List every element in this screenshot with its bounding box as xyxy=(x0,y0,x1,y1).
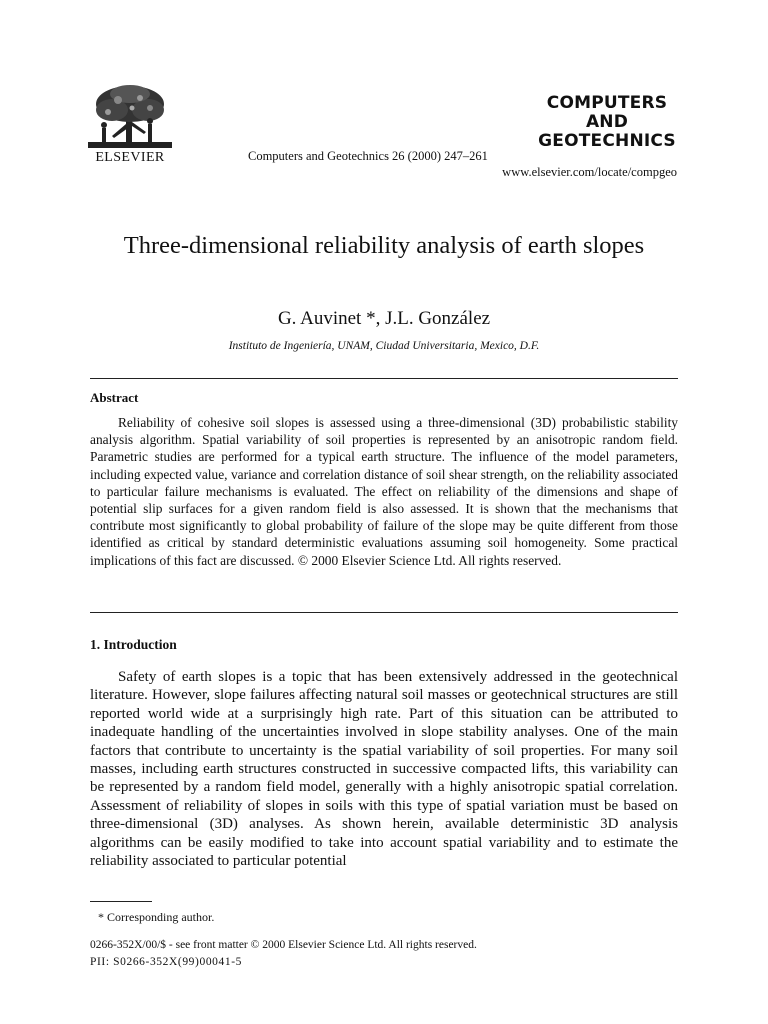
copyright-line: 0266-352X/00/$ - see front matter © 2000 Elsevier Science Ltd. All rights reserved. xyxy=(90,939,477,951)
abstract-bottom-rule xyxy=(90,612,678,613)
article-title: Three-dimensional reliability analysis of earth slopes xyxy=(123,232,645,259)
article-authors: G. Auvinet *, J.L. González xyxy=(277,308,491,329)
pii-line: PII: S0266-352X(99)00041-5 xyxy=(90,956,242,968)
author-affiliation: Instituto de Ingeniería, UNAM, Ciudad Universitaria, Mexico, D.F. xyxy=(228,340,540,352)
abstract-body: Reliability of cohesive soil slopes is assessed using a three-dimensional (3D) probabilistic stability analysis algorithm. Spatial variability of soil properties is represented by an anisotropic random field. Parametric studies are performed for a typical earth structure. The influence of the model parameters, including expected value, variance and correlation distance of soil shear strength, on the reliability associated to particular failure mechanisms is evaluated. The effect on reliability of the dimensions and shape of potential slip surfaces for a given random field is also assessed. It is shown that the mechanisms that contribute most significantly to global probability of failure of the slope may be quite different from those identified as critical by standard deterministic evaluations assuming soil homogeneity. Some practical implications of this fact are discussed. © 2000 Elsevier Science Ltd. All rights reserved. xyxy=(90,415,678,568)
journal-name-logo xyxy=(537,94,677,151)
abstract-heading: Abstract xyxy=(90,390,139,405)
elsevier-logo xyxy=(84,84,176,166)
abstract-top-rule xyxy=(90,378,678,379)
journal-url[interactable]: www.elsevier.com/locate/compgeo xyxy=(502,165,677,179)
tree-icon xyxy=(88,84,172,148)
journal-citation: Computers and Geotechnics 26 (2000) 247–261 xyxy=(248,149,488,163)
footnote-rule xyxy=(90,901,152,902)
introduction-body: Safety of earth slopes is a topic that has been extensively addressed in the geotechnical literature. However, slope failures affecting natural soil masses or geotechnical structures are still reported world wide at a surprisingly high rate. Part of this situation can be attributed to inadequate handling of the uncertainties involved in slope stability analyses. One of the main factors that contribute to uncertainty is the spatial variability of soil properties. For many soil masses, including earth structures constructed in successive compacted lifts, this variability can be represented by a random field model, generally with a highly anisotropic spatial correlation. Assessment of reliability of slopes in soils with this type of spatial variation must be based on three-dimensional (3D) analyses. As shown herein, available deterministic 3D analysis algorithms can be easily modified to take into account spatial variability and to estimate the reliability associated to particular potential xyxy=(90,669,678,870)
journal-name-line-3: GEOTECHNICS xyxy=(538,131,676,151)
journal-name-line-1: COMPUTERS xyxy=(546,93,668,113)
publisher-name: ELSEVIER xyxy=(95,150,165,165)
section-heading-introduction: 1. Introduction xyxy=(90,637,177,652)
journal-name-line-2: AND xyxy=(585,112,629,132)
corresponding-author-footnote: * Corresponding author. xyxy=(98,910,215,924)
